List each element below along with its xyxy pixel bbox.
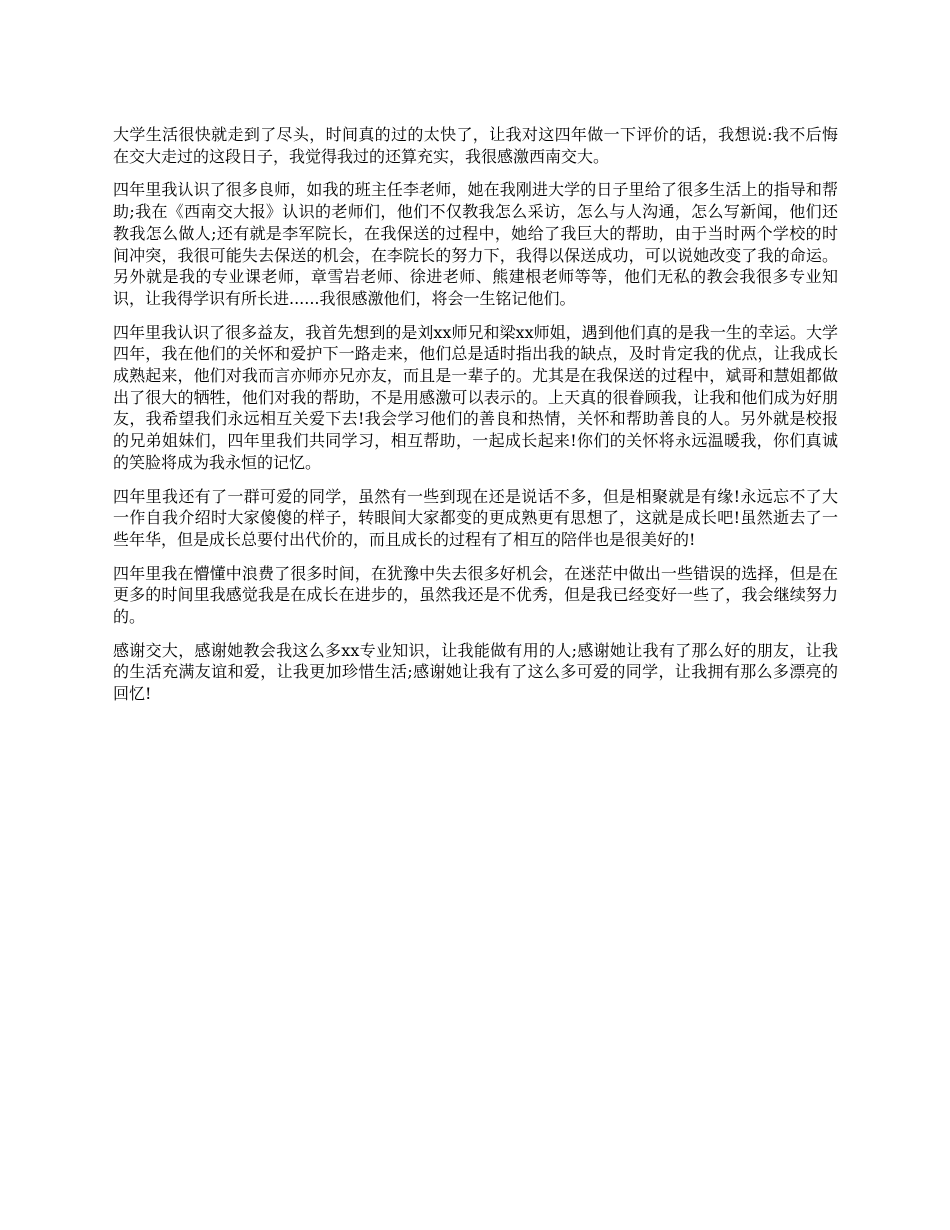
document-body [113,124,838,717]
paragraph-intro: 大学生活很快就走到了尽头，时间真的过的太快了，让我对这四年做一下评价的话，我想说:我不后悔在交大走过的这段日子，我觉得我过的还算充实，我很感激西南交大。 [113,125,838,166]
paragraph-teachers: 四年里我认识了很多良师，如我的班主任李老师，她在我刚进大学的日子里给了很多生活上的指导和帮助;我在《西南交大报》认识的老师们，他们不仅教我怎么采访，怎么与人沟通，怎么写新闻，他们还教我怎么做人;还有就是李军院长，在我保送的过程中，她给了我巨大的帮助，由于当时两个学校的时间冲突，我很可能失去保送的机会，在李院长的努力下，我得以保送成功，可以说她改变了我的命运。另外就是我的专业课老师，章雪岩老师、徐进老师、熊建根老师等等，他们无私的教会我很多专业知识，让我得学识有所长进......我很感激他们，将会一生铭记他们。 [113,180,838,308]
paragraph-friends: 四年里我认识了很多益友，我首先想到的是刘xx师兄和梁xx师姐，遇到他们真的是我一生的幸运。大学四年，我在他们的关怀和爱护下一路走来，他们总是适时指出我的缺点，及时肯定我的优点，让我成长成熟起来，他们对我而言亦师亦兄亦友，而且是一辈子的。尤其是在我保送的过程中，斌哥和慧姐都做出了很大的牺牲，他们对我的帮助，不是用感激可以表示的。上天真的很眷顾我，让我和他们成为好朋友，我希望我们永远相互关爱下去!我会学习他们的善良和热情，关怀和帮助善良的人。另外就是校报的兄弟姐妹们，四年里我们共同学习，相互帮助，一起成长起来!你们的关怀将永远温暖我，你们真诚的笑脸将成为我永恒的记忆。 [113,322,838,472]
paragraph-gratitude: 感谢交大，感谢她教会我这么多xx专业知识，让我能做有用的人;感谢她让我有了那么好的朋友，让我的生活充满友谊和爱，让我更加珍惜生活;感谢她让我有了这么多可爱的同学，让我拥有那么多漂亮的回忆! [113,640,838,704]
paragraph-reflection: 四年里我在懵懂中浪费了很多时间，在犹豫中失去很多好机会，在迷茫中做出一些错误的选择，但是在更多的时间里我感觉我是在成长在进步的，虽然我还是不优秀，但是我已经变好一些了，我会继续努力的。 [113,563,838,627]
paragraph-classmates: 四年里我还有了一群可爱的同学，虽然有一些到现在还是说话不多，但是相聚就是有缘!永远忘不了大一作自我介绍时大家傻傻的样子，转眼间大家都变的更成熟更有思想了，这就是成长吧!虽然逝去了一些年华，但是成长总要付出代价的，而且成长的过程有了相互的陪伴也是很美好的! [113,486,838,549]
